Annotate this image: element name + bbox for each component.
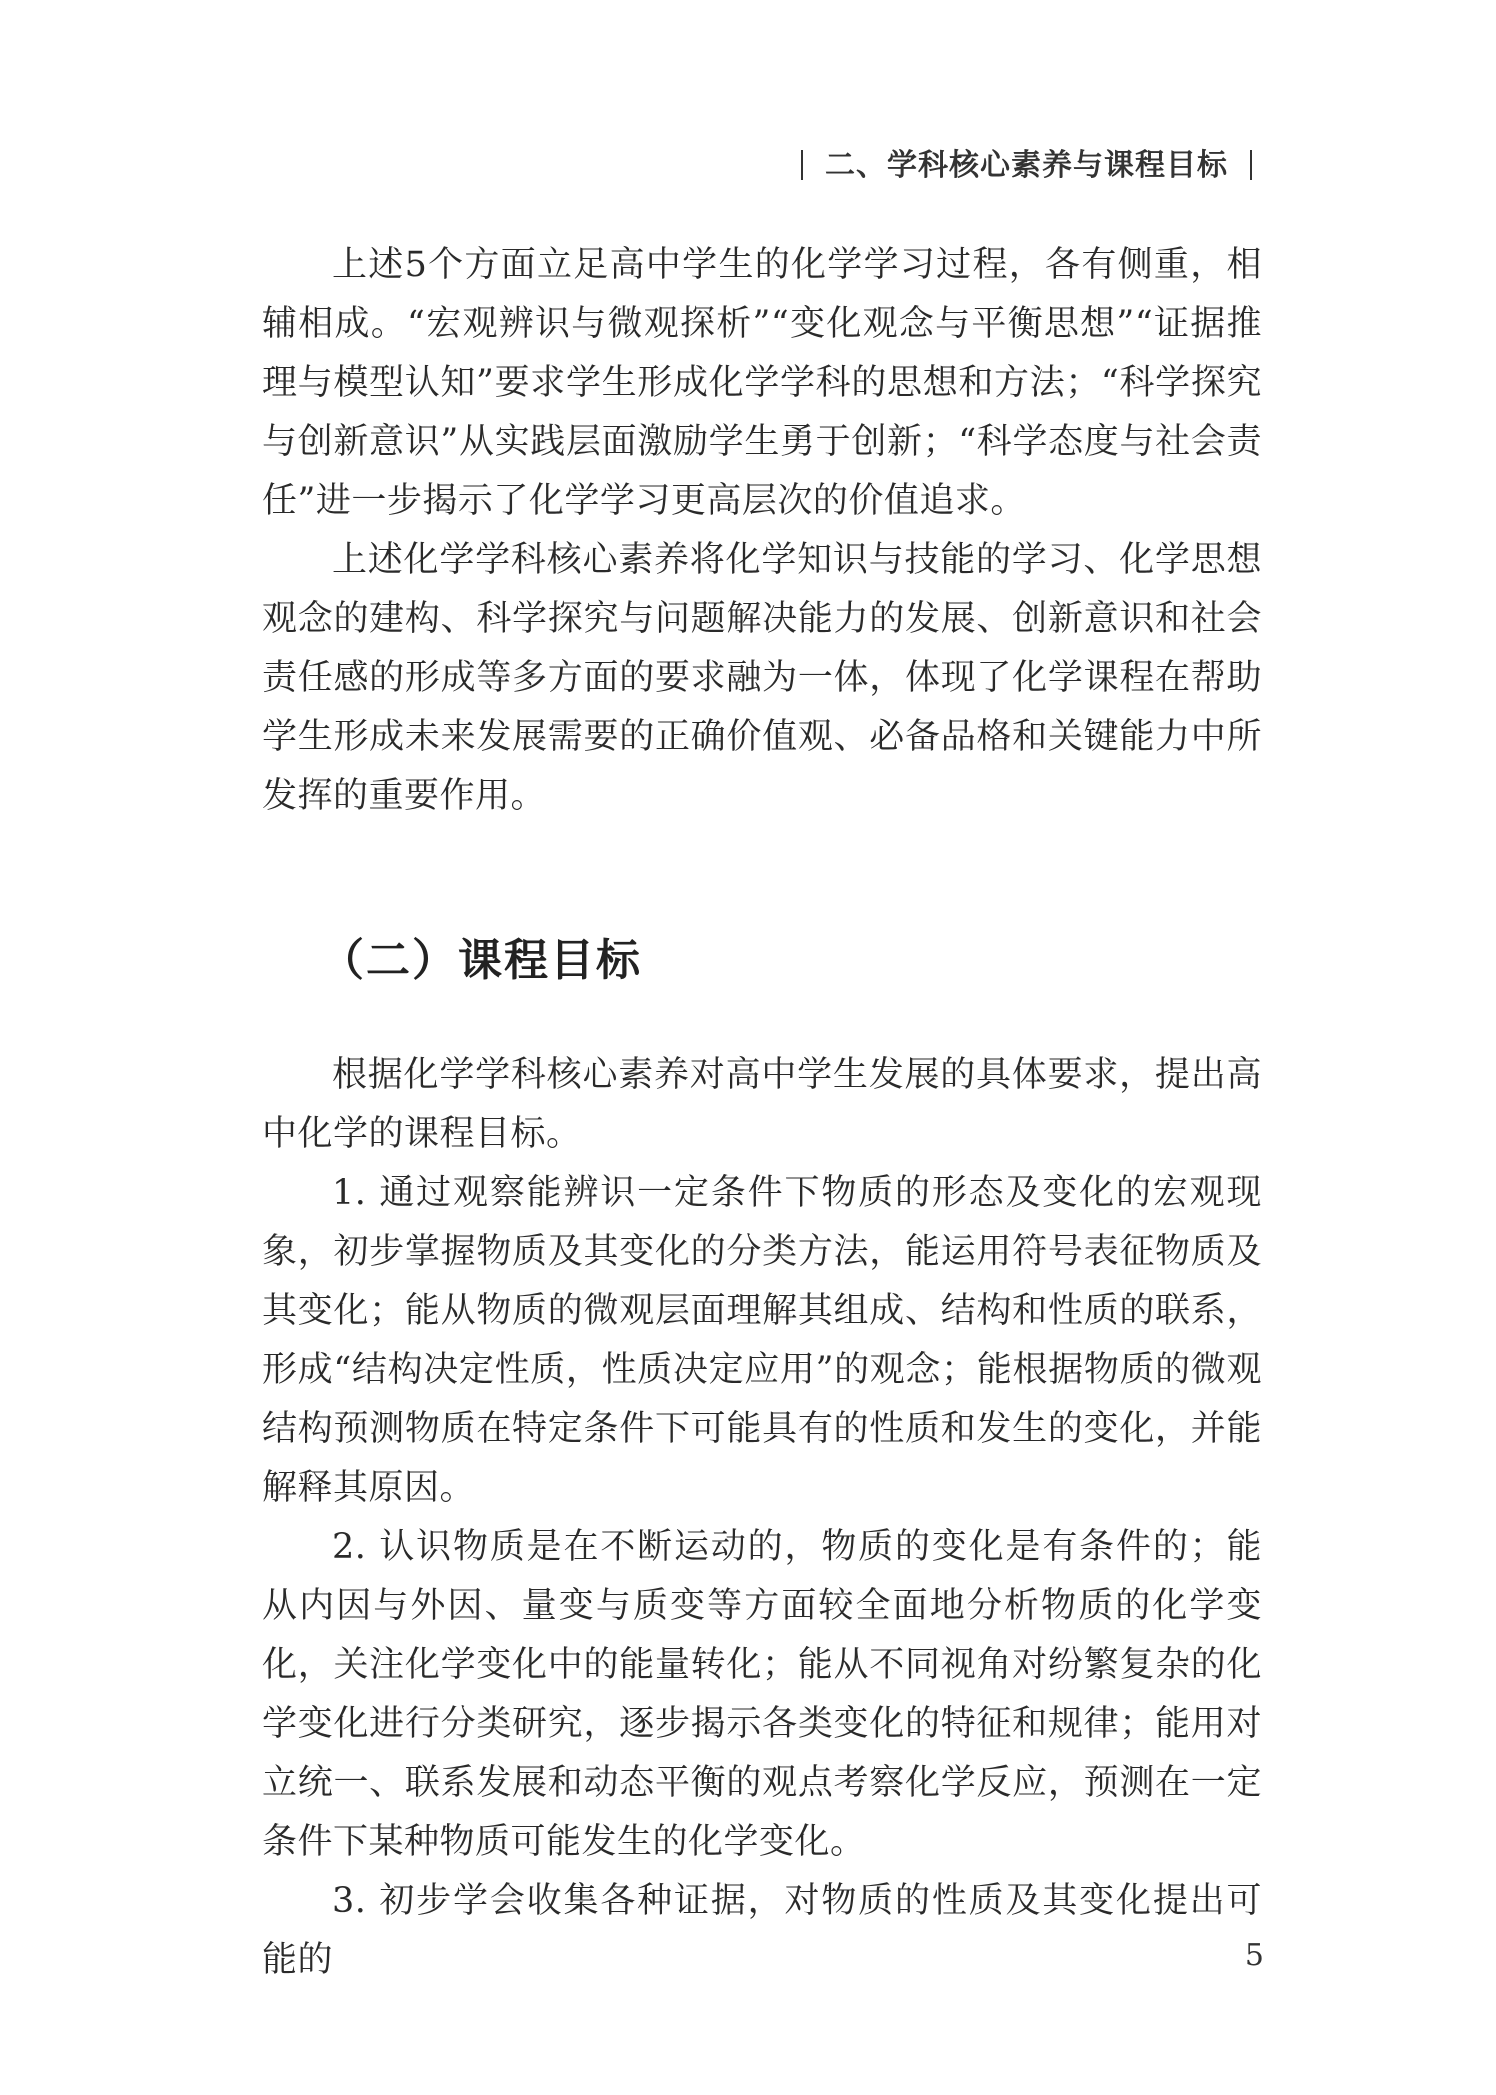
top-text-block — [262, 236, 1262, 826]
paragraph-goal-1: 1. 通过观察能辨识一定条件下物质的形态及变化的宏观现象，初步掌握物质及其变化的分类方法，能运用符号表征物质及其变化；能从物质的微观层面理解其组成、结构和性质的联系，形成“结构决定性质，性质决定应用”的观念；能根据物质的微观结构预测物质在特定条件下可能具有的性质和发生的变化，并能解释其原因。 — [262, 1173, 1262, 1508]
paragraph-integration: 上述化学学科核心素养将化学知识与技能的学习、化学思想观念的建构、科学探究与问题解决能力的发展、创新意识和社会责任感的形成等多方面的要求融为一体，体现了化学课程在帮助学生形成未来发展需要的正确价值观、必备品格和关键能力中所发挥的重要作用。 — [262, 540, 1262, 816]
header-divider-right — [1250, 150, 1252, 180]
goals-text-block — [262, 1046, 1262, 1990]
paragraph-goals-intro: 根据化学学科核心素养对高中学生发展的具体要求，提出高中化学的课程目标。 — [262, 1055, 1262, 1154]
running-header — [779, 140, 1274, 184]
header-divider-left — [801, 150, 803, 180]
page-number: 5 — [1244, 1938, 1264, 1973]
header-title: 二、学科核心素养与课程目标 — [825, 148, 1228, 183]
paragraph-summary: 上述5个方面立足高中学生的化学学习过程，各有侧重，相辅相成。“宏观辨识与微观探析”“变化观念与平衡思想”“证据推理与模型认知”要求学生形成化学学科的思想和方法；“科学探究与创新意识”从实践层面激励学生勇于创新；“科学态度与社会责任”进一步揭示了化学学习更高层次的价值追求。 — [262, 245, 1262, 521]
section-title: （二）课程目标 — [320, 935, 642, 986]
paragraph-goal-3: 3. 初步学会收集各种证据，对物质的性质及其变化提出可能的 — [262, 1881, 1262, 1980]
paragraph-goal-2: 2. 认识物质是在不断运动的，物质的变化是有条件的；能从内因与外因、量变与质变等方面较全面地分析物质的化学变化，关注化学变化中的能量转化；能从不同视角对纷繁复杂的化学变化进行分类研究，逐步揭示各类变化的特征和规律；能用对立统一、联系发展和动态平衡的观点考察化学反应，预测在一定条件下某种物质可能发生的化学变化。 — [262, 1527, 1262, 1862]
